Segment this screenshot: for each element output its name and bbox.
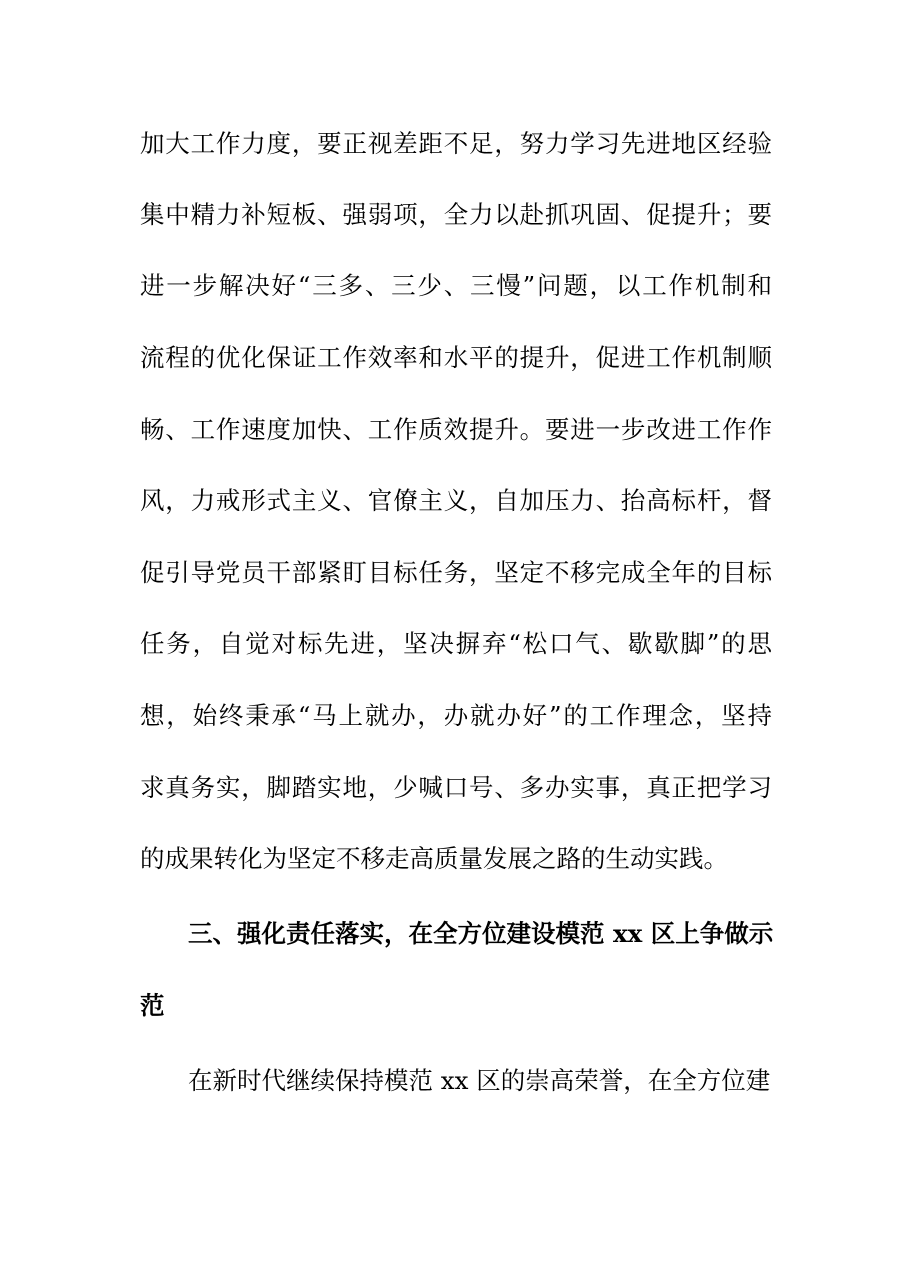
paragraph-line: 畅、工作速度加快、工作质效提升。要进一步改进工作作 [140,415,772,444]
paragraph-line: 集中精力补短板、强弱项，全力以赴抓巩固、促提升；要 [140,200,772,229]
paragraph-line: 加大工作力度，要正视差距不足，努力学习先进地区经验 [140,129,772,158]
paragraph-line: 促引导党员干部紧盯目标任务，坚定不移完成全年的目标 [140,558,772,587]
paragraph-line: 在新时代继续保持模范 xx 区的崇高荣誉，在全方位建 [188,1066,771,1095]
paragraph-line: 求真务实，脚踏实地，少喊口号、多办实事，真正把学习 [140,773,772,802]
paragraph-line: 的成果转化为坚定不移走高质量发展之路的生动实践。 [140,844,728,873]
paragraph-line: 风，力戒形式主义、官僚主义，自加压力、抬高标杆，督 [140,486,772,515]
paragraph-line: 进一步解决好“三多、三少、三慢”问题，以工作机制和 [140,271,772,300]
paragraph-line: 流程的优化保证工作效率和水平的提升，促进工作机制顺 [140,343,772,372]
paragraph-line: 想，始终秉承“马上就办，办就办好”的工作理念，坚持 [140,701,772,730]
paragraph-line: 任务，自觉对标先进，坚决摒弃“松口气、歇歇脚”的思 [140,629,772,658]
section-heading: 三、强化责任落实，在全方位建设模范 xx 区上争做示 [188,919,774,948]
section-heading-continuation: 范 [140,991,165,1020]
